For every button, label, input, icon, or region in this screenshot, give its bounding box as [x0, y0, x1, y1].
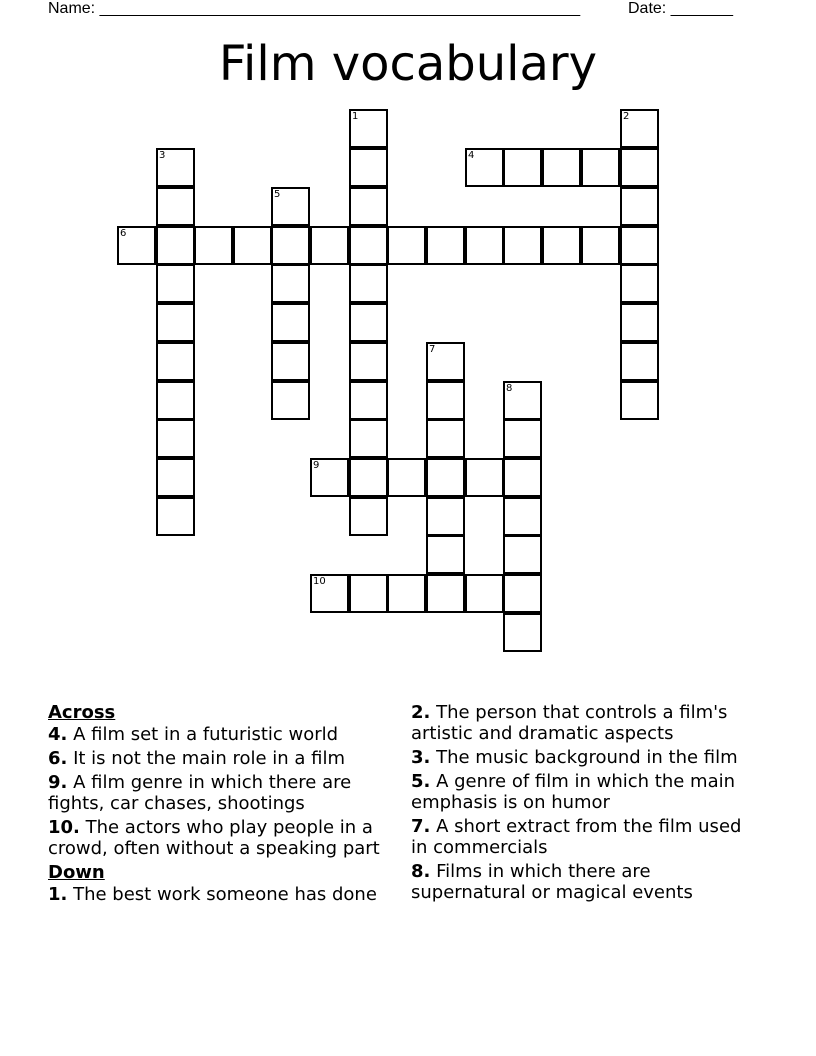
grid-cell[interactable] — [503, 419, 542, 458]
grid-cell[interactable] — [426, 458, 465, 497]
grid-cell[interactable] — [503, 574, 542, 613]
grid-cell[interactable] — [503, 458, 542, 497]
grid-cell[interactable] — [156, 342, 195, 381]
grid-cell[interactable] — [620, 187, 659, 226]
clue-number-label: 8 — [506, 383, 513, 394]
clue-number: 6. — [48, 748, 68, 769]
grid-cell[interactable] — [620, 109, 659, 148]
grid-cell[interactable] — [620, 342, 659, 381]
clue-down-8 — [411, 861, 761, 903]
clue-number-label: 4 — [468, 150, 475, 161]
grid-cell[interactable] — [581, 148, 620, 187]
grid-cell[interactable] — [465, 574, 504, 613]
grid-cell[interactable] — [271, 381, 310, 420]
grid-cell[interactable] — [117, 226, 156, 265]
grid-cell[interactable] — [503, 497, 542, 536]
clue-across-6 — [48, 748, 406, 769]
clue-number-label: 3 — [159, 150, 166, 161]
grid-cell[interactable] — [156, 187, 195, 226]
clues-left-column — [48, 702, 406, 908]
clue-across-9 — [48, 772, 406, 814]
clue-number-label: 9 — [313, 460, 320, 471]
clue-down-3 — [411, 747, 761, 768]
grid-cell[interactable] — [465, 458, 504, 497]
grid-cell[interactable] — [194, 226, 233, 265]
clue-number: 5. — [411, 771, 431, 792]
grid-cell[interactable] — [349, 148, 388, 187]
grid-cell[interactable] — [503, 226, 542, 265]
grid-cell[interactable] — [271, 226, 310, 265]
clue-number-label: 1 — [352, 111, 359, 122]
grid-cell[interactable] — [349, 381, 388, 420]
grid-cell[interactable] — [465, 148, 504, 187]
clue-number-label: 6 — [120, 228, 127, 239]
clue-number: 1. — [48, 884, 68, 905]
grid-cell[interactable] — [503, 613, 542, 652]
clue-number: 8. — [411, 861, 431, 882]
grid-cell[interactable] — [271, 303, 310, 342]
clue-text: It is not the main role in a film — [67, 748, 346, 769]
grid-cell[interactable] — [620, 303, 659, 342]
grid-cell[interactable] — [620, 226, 659, 265]
clue-number-label: 2 — [623, 111, 630, 122]
clue-down-7 — [411, 816, 761, 858]
clue-number: 10. — [48, 817, 80, 838]
clue-text: The actors who play people in a crowd, often without a speaking part — [48, 817, 380, 859]
clue-text: A film set in a futuristic world — [67, 724, 339, 745]
clue-text: The music background in the film — [430, 747, 738, 768]
grid-cell[interactable] — [271, 187, 310, 226]
grid-cell[interactable] — [503, 381, 542, 420]
grid-cell[interactable] — [620, 264, 659, 303]
clue-number: 7. — [411, 816, 431, 837]
across-heading: Across — [48, 702, 116, 723]
clue-text: The person that controls a film's artistic and dramatic aspects — [411, 702, 728, 744]
clue-text: A genre of film in which the main emphasis is on humor — [411, 771, 736, 813]
grid-cell[interactable] — [542, 226, 581, 265]
clue-down-5 — [411, 771, 761, 813]
clue-number-label: 10 — [313, 576, 326, 587]
grid-cell[interactable] — [156, 303, 195, 342]
grid-cell[interactable] — [349, 497, 388, 536]
grid-cell[interactable] — [271, 264, 310, 303]
grid-cell[interactable] — [156, 264, 195, 303]
grid-cell[interactable] — [349, 574, 388, 613]
grid-cell[interactable] — [349, 419, 388, 458]
grid-cell[interactable] — [156, 148, 195, 187]
down-heading: Down — [48, 862, 105, 883]
grid-cell[interactable] — [503, 148, 542, 187]
grid-cell[interactable] — [271, 342, 310, 381]
grid-cell[interactable] — [349, 226, 388, 265]
grid-cell[interactable] — [349, 264, 388, 303]
grid-cell[interactable] — [465, 226, 504, 265]
clue-down-2 — [411, 702, 761, 744]
grid-cell[interactable] — [426, 226, 465, 265]
grid-cell[interactable] — [426, 342, 465, 381]
grid-cell[interactable] — [426, 574, 465, 613]
grid-cell[interactable] — [156, 458, 195, 497]
grid-cell[interactable] — [156, 419, 195, 458]
grid-cell[interactable] — [426, 381, 465, 420]
grid-cell[interactable] — [387, 458, 426, 497]
grid-cell[interactable] — [387, 574, 426, 613]
grid-cell[interactable] — [620, 381, 659, 420]
grid-cell[interactable] — [349, 109, 388, 148]
grid-cell[interactable] — [233, 226, 272, 265]
grid-cell[interactable] — [156, 381, 195, 420]
clues-right-column — [411, 702, 761, 906]
clue-number: 3. — [411, 747, 431, 768]
grid-cell[interactable] — [156, 497, 195, 536]
page-title: Film vocabulary — [218, 36, 598, 92]
grid-cell[interactable] — [310, 574, 349, 613]
clue-text: A film genre in which there are fights, car chases, shootings — [48, 772, 352, 814]
clue-down-1 — [48, 884, 406, 905]
grid-cell[interactable] — [426, 535, 465, 574]
clue-number-label: 5 — [274, 189, 281, 200]
clue-number: 9. — [48, 772, 68, 793]
clue-number-label: 7 — [429, 344, 436, 355]
grid-cell[interactable] — [581, 226, 620, 265]
clue-across-4 — [48, 724, 406, 745]
grid-cell[interactable] — [387, 226, 426, 265]
grid-cell[interactable] — [156, 226, 195, 265]
grid-cell[interactable] — [349, 458, 388, 497]
name-field-label: Name: ______________________________________________________ — [48, 0, 581, 17]
grid-cell[interactable] — [349, 303, 388, 342]
grid-cell[interactable] — [542, 148, 581, 187]
grid-cell[interactable] — [349, 342, 388, 381]
clue-across-10 — [48, 817, 406, 859]
grid-cell[interactable] — [310, 458, 349, 497]
grid-cell[interactable] — [620, 148, 659, 187]
grid-cell[interactable] — [426, 419, 465, 458]
clue-text: Films in which there are supernatural or magical events — [411, 861, 693, 903]
grid-cell[interactable] — [349, 187, 388, 226]
date-field-label: Date: _______ — [628, 0, 733, 17]
grid-cell[interactable] — [503, 535, 542, 574]
clue-text: The best work someone has done — [67, 884, 377, 905]
grid-cell[interactable] — [310, 226, 349, 265]
grid-cell[interactable] — [426, 497, 465, 536]
clue-text: A short extract from the film used in commercials — [411, 816, 742, 858]
clue-number: 2. — [411, 702, 431, 723]
clue-number: 4. — [48, 724, 68, 745]
